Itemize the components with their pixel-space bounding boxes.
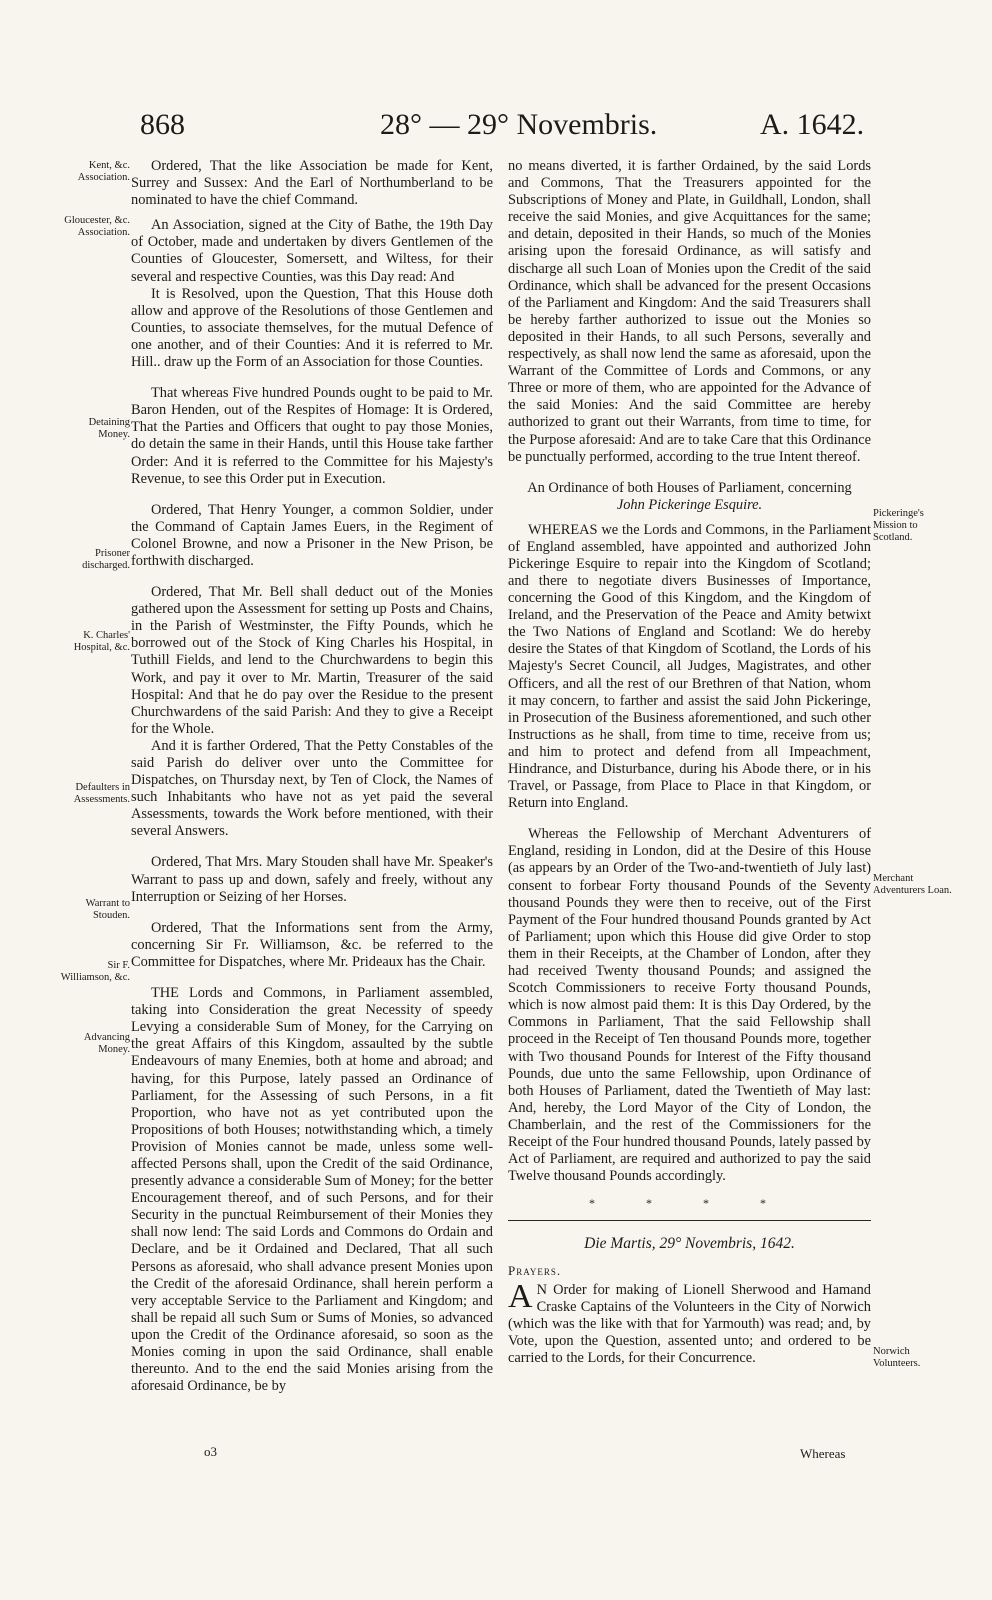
margin-note-prisoner: Prisoner discharged. xyxy=(82,548,130,571)
margin-note-advancing: Advancing Money. xyxy=(83,1032,130,1055)
header-dates: 28° — 29° Novembris. xyxy=(380,108,658,141)
margin-note-hospital: K. Charles' Hospital, &c. xyxy=(73,630,130,653)
drop-cap: A xyxy=(508,1277,533,1315)
section-stars: * * * * xyxy=(589,1196,790,1211)
signature-mark: o3 xyxy=(204,1444,217,1459)
entry-kent-association: Ordered, That the like Association be made for Kent, Surrey and Sussex: And the Earl of Northumberland to be nominated to have the chief Command. xyxy=(131,158,493,209)
entry-resolved: It is Resolved, upon the Question, That this House doth allow and approve of the Resolutions of those Gentlemen and Counties, to associate themselves, for the mutual Defence of one another, and of their Counties: And it is referred to Mr. Hill.. draw up the Form of an Association for those Counties. xyxy=(131,285,493,371)
margin-note-norwich: Norwich Volunteers. xyxy=(873,1346,921,1369)
margin-note-merchant: Merchant Adventurers Loan. xyxy=(873,873,952,896)
entry-warrant: Ordered, That Mrs. Mary Stouden shall have Mr. Speaker's Warrant to pass up and down, safely and freely, without any Interruption or Seizing of her Horses. xyxy=(131,854,493,905)
right-column xyxy=(508,158,871,1375)
entry-williamson: Ordered, That the Informations sent from the Army, concerning Sir Fr. Williamson, &c. be referred to the Committee for Dispatches, where Mr. Prideaux has the Chair. xyxy=(131,919,493,970)
ordinance-name: John Pickeringe Esquire. xyxy=(616,496,763,513)
entry-pickeringe: WHEREAS we the Lords and Commons, in the Parliament of England assembled, have appointed and authorized John Pickeringe Esquire to repair into the Kingdom of Scotland; and there to negotiate divers Businesses of Importance, concerning the Good of this Kingdom, and the Kingdom of Ireland, and the Preservation of the Peace and Amity betwixt the Two Nations of England and Scotland: We do hereby desire the States of that Kingdom of Scotland, the Lords of his Majesty's Secret Council, all Judges, Magistrates, and other Officers, and all the rest of our Brethren of that Nation, whom it may concern, to farther and assist the said John Pickeringe, in Prosecution of the Business aforementioned, and such other Instructions as he shall, from time to time, receive from us; and him to protect and defend from all Impeachment, Hindrance, and Disturbance, during his Abode there, or in his Travel, or Passage, from Place to Place in that Kingdom, or Return into England. xyxy=(508,521,871,812)
entry-hospital: Ordered, That Mr. Bell shall deduct out of the Monies gathered upon the Assessment for setting up Posts and Chains, in the Parish of Westminster, the Fifty Pounds, which he borrowed out of the Stock of King Charles his Hospital, in Tuthill Fields, and lend to the Churchwardens to begin this Work, and pay it over to Mr. Martin, Treasurer of the said Hospital: And that he do pay over the Residue to the present Churchwardens of the said Parish: And they to give a Receipt for the Whole. xyxy=(131,584,493,737)
running-header xyxy=(0,108,992,148)
entry-merchant-adventurers: Whereas the Fellowship of Merchant Adventurers of England, residing in London, did at the Desire of this House (as appears by an Order of the Two-and-twentieth of July last) consent to forbear Forty thousand Pounds of the Seventy thousand Pounds they were then to receive, out of the First Payment of the Four hundred thousand Pounds granted by Act of Parliament; upon which this House did give Order to stop them in their Receipts, at the Chamber of London, after they had received Twenty thousand Pounds; and assigned the Scotch Commissioners to receive Forty thousand Pounds, which is now almost paid them: It is this Day Ordered, by the Commons in Parliament, That the said Fellowship shall proceed in the Receipt of Ten thousand Pounds more, together with Two thousand Pounds for Interest of the Fifty thousand Pounds, due unto the same Fellowship, upon Ordinance of both Houses of Parliament, dated the Twentieth of May last: And, hereby, the Lord Mayor of the City of London, the Chamberlain, and the rest of the Commissioners for the Receipt of the Four hundred thousand Pounds, lately passed by Act of Parliament, are required and authorized to pay the said Twelve thousand Pounds accordingly. xyxy=(508,826,871,1185)
left-column xyxy=(131,158,493,1403)
margin-note-warrant: Warrant to Stouden. xyxy=(85,898,130,921)
entry-prisoner: Ordered, That Henry Younger, a common Soldier, under the Command of Captain James Euers, in the Regiment of Colonel Browne, and now a Prisoner in the New Prison, be forthwith discharged. xyxy=(131,501,493,569)
margin-note-defaulters: Defaulters in Assessments. xyxy=(73,782,130,805)
entry-norwich-text: N Order for making of Lionell Sherwood and Hamand Craske Captains of the Volunteers in the City of Norwich (which was the like with that for Yarmouth) was read; and, by Vote, upon the Question, assented unto; and ordered to be carried to the Lords, for their Concurrence. xyxy=(508,1281,871,1366)
margin-note-detaining: Detaining Money. xyxy=(88,417,130,440)
margin-note-williamson: Sir F. Williamson, &c. xyxy=(60,960,130,983)
margin-note-kent: Kent, &c. Association. xyxy=(77,160,130,183)
entry-gloucester-association: An Association, signed at the City of Bathe, the 19th Day of October, made and undertaken by divers Gentlemen of the Counties of Gloucester, Somersett, and Wiltess, for their several and respective Counties, was this Day read: And xyxy=(131,217,493,285)
header-year: A. 1642. xyxy=(760,108,865,141)
prayers-label: Prayers. xyxy=(508,1263,562,1279)
page-number: 868 xyxy=(140,108,185,141)
entry-advancing-money: THE Lords and Commons, in Parliament assembled, taking into Consideration the great Necessity of speedy Levying a considerable Sum of Money, for the Carrying on the great Affairs of this Kingdom, assaulted by the subtle Endeavours of many Enemies, both at home and abroad; and having, for this Purpose, lately passed an Ordinance of Parliament, for the Assessing of such Persons, in a fit Proportion, who have not as yet contributed upon the Propositions of both Houses; notwithstanding which, a timely Provision of Monies cannot be made, unless some well-affected Persons shall, upon the Credit of the said Ordinance, presently advance a considerable Sum of Money; for the better Encouragement thereof, and of such Persons, and for their Security in the punctual Reimbursement of their Monies they shall now lend: The said Lords and Commons do Ordain and Declare, and be it Ordained and Declared, That all such Persons as aforesaid, who shall advance present Monies upon the Credit of the aforesaid Ordinance, shall herein perform a very acceptable Service to the Parliament and Kingdom; and shall be repaid all such Sum or Sums of Monies, so advanced upon the Credit of the Ordinance aforesaid, so soon as the Monies coming in upon the said Ordinance, shall enable thereunto. And to the end the said Monies arising from the aforesaid Ordinance, be by xyxy=(131,985,493,1395)
entry-defaulters: And it is farther Ordered, That the Petty Constables of the said Parish do deliver over unto the Committee for Dispatches, on Thursday next, by Ten of Clock, the Names of such Inhabitants who have not as yet paid the several Assessments, towards the Work before mentioned, with their several Answers. xyxy=(131,737,493,840)
margin-note-pickeringe: Pickeringe's Mission to Scotland. xyxy=(873,508,924,543)
entry-continuation: no means diverted, it is farther Ordained, by the said Lords and Commons, That the Treasurers appointed for the Subscriptions of Money and Plate, in Guildhall, London, shall receive the said Monies, and give Acquittances for the same; and detain, deposited in their Hands, so much of the Monies arising upon the foresaid Ordinance, as will satisfy and discharge all such Loan of Monies upon the Credit of the said Ordinance, which shall be advanced for the present Occasions of the Parliament and Kingdom: And the said Treasurers shall be hereby farther authorized to issue out the Monies so deposited in their Hands, to all such Persons, severally and respectively, as shall now lend the same as aforesaid, upon the Warrant of the Committee of Lords and Commons, or any Three or more of them, who are appointed for the Advance of the said Monies: And the said Committee are hereby authorized to grant out their Warrants, from time to time, for the Purpose aforesaid: And are to take Care that this Ordinance be punctually performed, according to the true Intent thereof. xyxy=(508,158,871,465)
ordinance-heading xyxy=(508,480,871,514)
catchword: Whereas xyxy=(800,1446,846,1461)
entry-detaining-money: That whereas Five hundred Pounds ought to be paid to Mr. Baron Henden, out of the Respites of Homage: It is Ordered, That the Parties and Officers that ought to pay those Monies, do detain the same in their Hands, until this House take farther Order: And it is referred to the Committee for his Majesty's Revenue, to see this Order put in Execution. xyxy=(131,385,493,487)
margin-note-gloucester: Gloucester, &c. Association. xyxy=(64,215,130,238)
entry-norwich xyxy=(508,1277,871,1367)
day-heading: Die Martis, 29° Novembris, 1642. xyxy=(584,1235,795,1253)
section-divider xyxy=(508,1220,871,1221)
ordinance-title: An Ordinance of both Houses of Parliament, concerning xyxy=(527,479,852,496)
